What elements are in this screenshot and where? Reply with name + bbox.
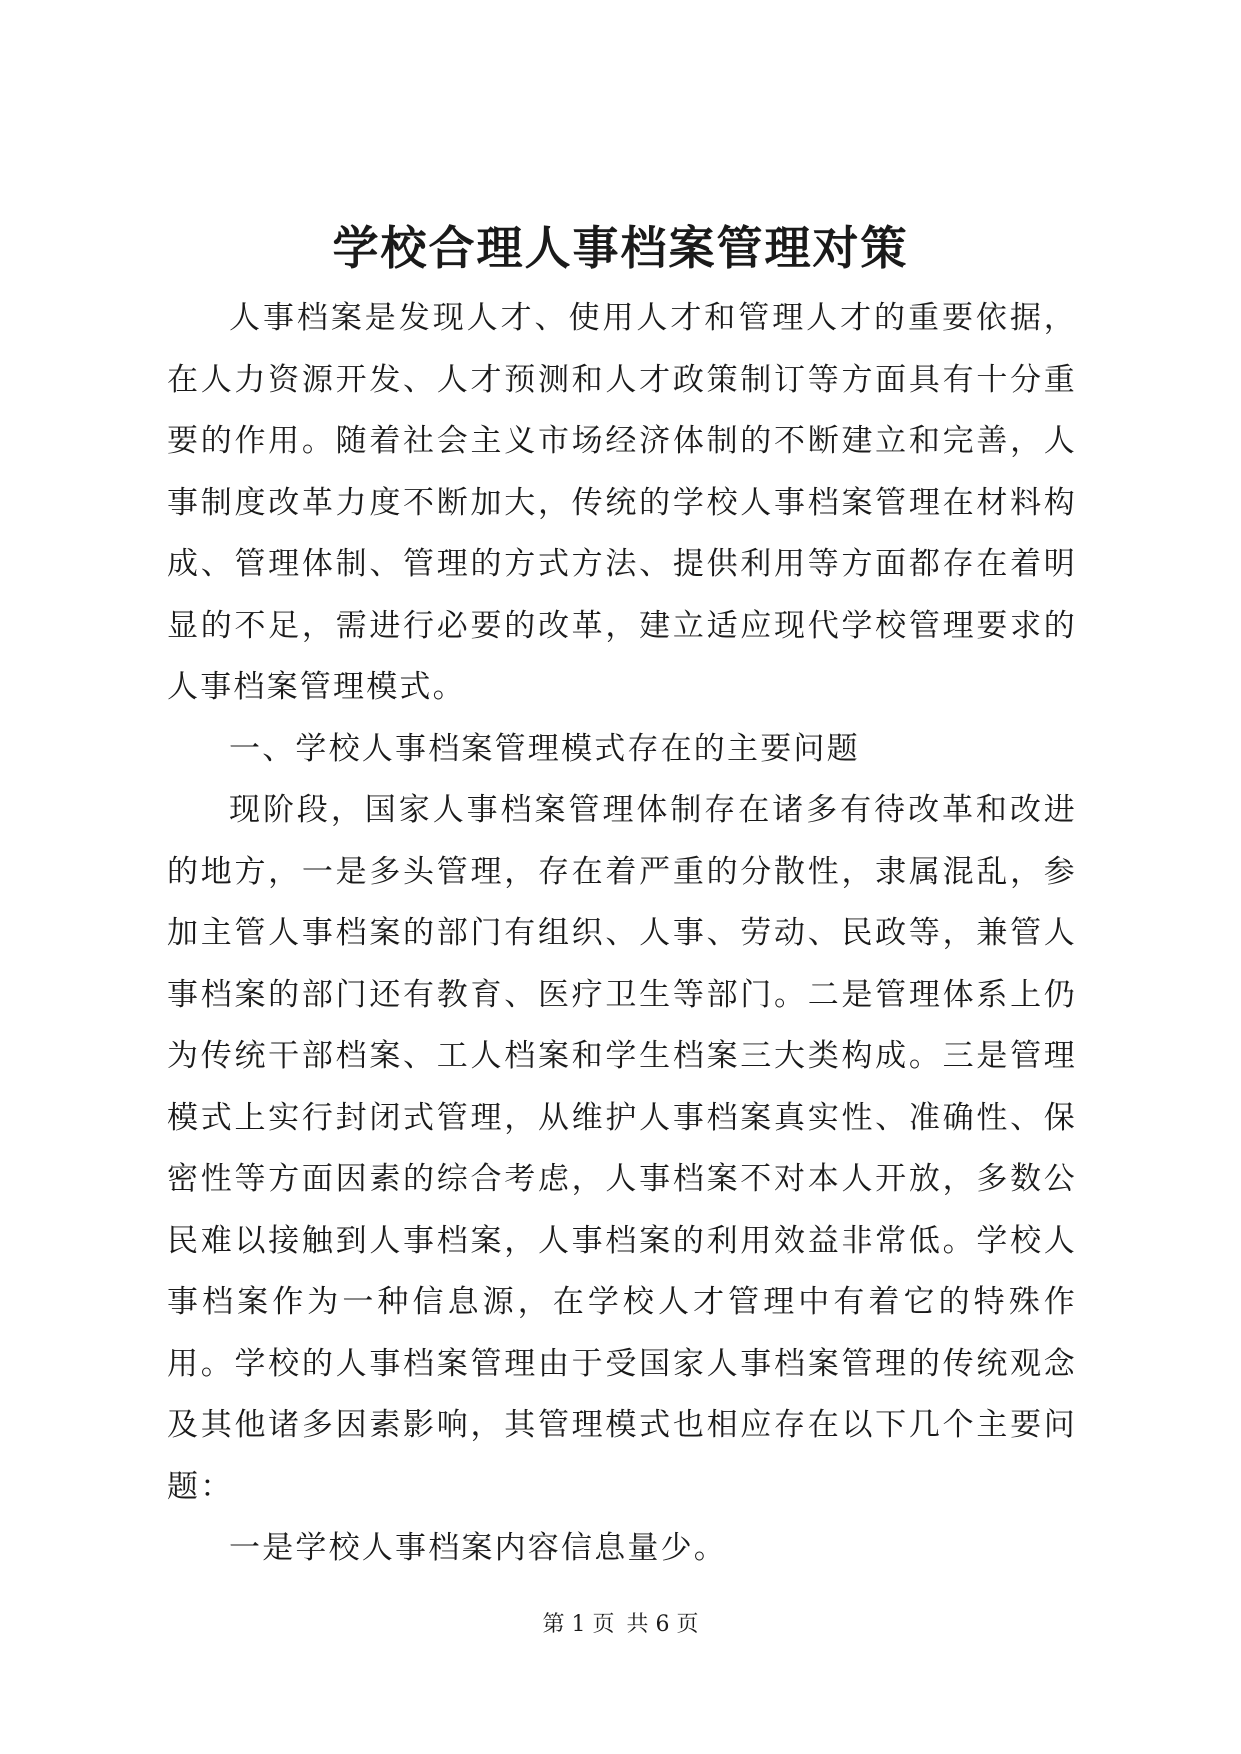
document-title: 学校合理人事档案管理对策 [332,221,909,275]
paragraph-intro: 人事档案是发现人才、使用人才和管理人才的重要依据，在人力资源开发、人才预测和人才政策制订等方面具有十分重要的作用。随着社会主义市场经济体制的不断建立和完善，人事制度改革力度不断加大，传统的学校人事档案管理在材料构成、管理体制、管理的方式方法、提供利用等方面都存在着明显的不足，需进行必要的改革，建立适应现代学校管理要求的人事档案管理模式。 [167,300,1077,705]
document-body [167,288,1077,1580]
section-heading: 一、学校人事档案管理模式存在的主要问题 [229,730,860,767]
page-footer [0,1610,1241,1640]
page-total: 共 6 页 [626,1612,699,1637]
paragraph-problems: 现阶段，国家人事档案管理体制存在诸多有待改革和改进的地方，一是多头管理，存在着严重的分散性，隶属混乱，参加主管人事档案的部门有组织、人事、劳动、民政等，兼管人事档案的部门还有教育、医疗卫生等部门。二是管理体系上仍为传统干部档案、工人档案和学生档案三大类构成。三是管理模式上实行封闭式管理，从维护人事档案真实性、准确性、保密性等方面因素的综合考虑，人事档案不对本人开放，多数公民难以接触到人事档案，人事档案的利用效益非常低。学校人事档案作为一种信息源，在学校人才管理中有着它的特殊作用。学校的人事档案管理由于受国家人事档案管理的传统观念及其他诸多因素影响，其管理模式也相应存在以下几个主要问题： [167,792,1077,1505]
page-number: 第 1 页 [542,1612,615,1637]
paragraph-point-one: 一是学校人事档案内容信息量少。 [229,1530,727,1566]
